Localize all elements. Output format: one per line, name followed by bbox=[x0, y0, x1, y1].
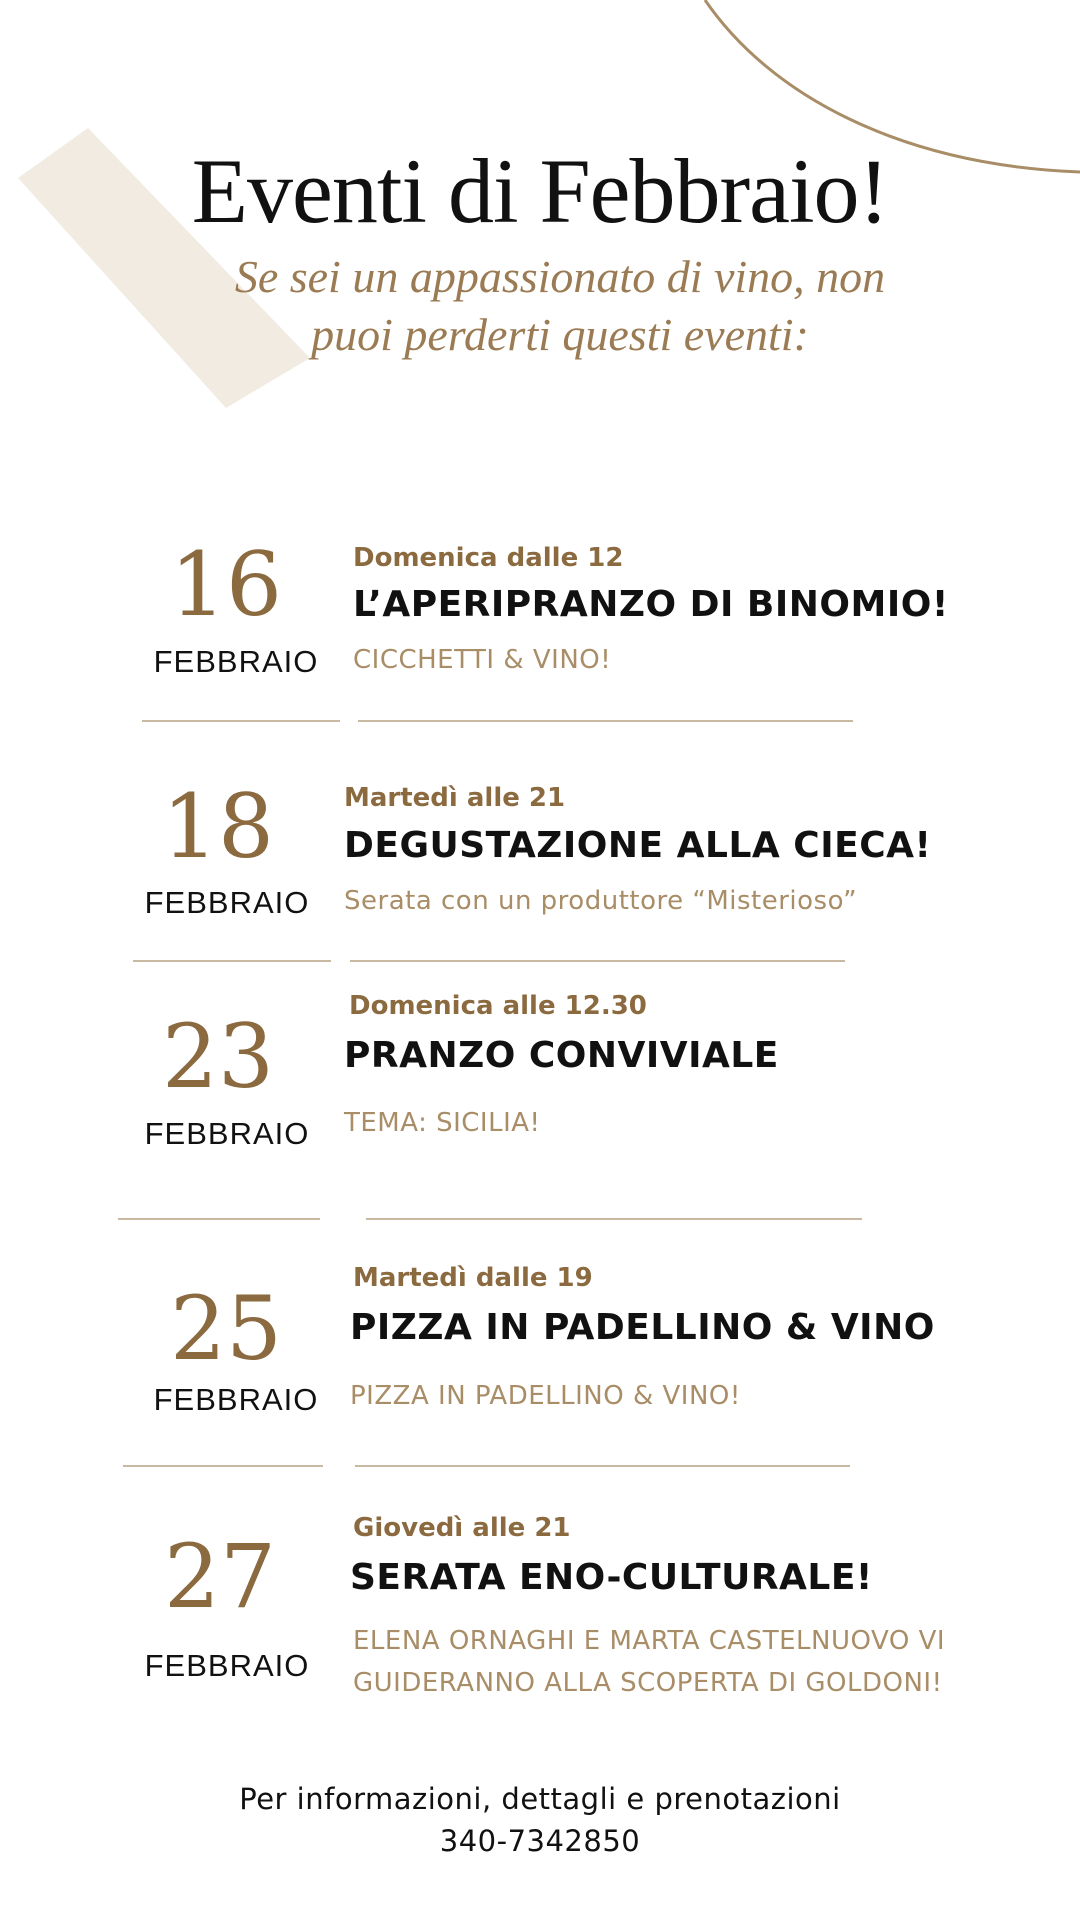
event-description-line: TEMA: SICILIA! bbox=[344, 1108, 541, 1138]
divider-left bbox=[123, 1465, 323, 1467]
event-day: 16 bbox=[170, 533, 282, 636]
event-time: Domenica alle 12.30 bbox=[349, 991, 647, 1021]
event-month: FEBBRAIO bbox=[153, 1382, 319, 1417]
event-day: 25 bbox=[170, 1277, 282, 1380]
event-month: FEBBRAIO bbox=[144, 1648, 310, 1683]
page-title: Eventi di Febbraio! bbox=[191, 140, 889, 242]
page-subtitle bbox=[200, 248, 920, 364]
event-item bbox=[0, 520, 1080, 740]
event-item bbox=[0, 760, 1080, 980]
event-description bbox=[353, 1620, 945, 1704]
event-description bbox=[350, 1375, 741, 1417]
event-description-line: ELENA ORNAGHI E MARTA CASTELNUOVO VI bbox=[353, 1626, 946, 1656]
event-day: 18 bbox=[162, 775, 274, 878]
event-item bbox=[0, 1262, 1080, 1482]
divider-left bbox=[118, 1218, 320, 1220]
event-title: PIZZA IN PADELLINO & VINO bbox=[350, 1307, 935, 1348]
event-title: SERATA ENO-CULTURALE! bbox=[350, 1557, 873, 1598]
event-title: DEGUSTAZIONE ALLA CIECA! bbox=[344, 825, 932, 866]
event-description-line: CICCHETTI & VINO! bbox=[353, 645, 612, 675]
divider-left bbox=[133, 960, 331, 962]
event-time: Giovedì alle 21 bbox=[353, 1513, 571, 1543]
divider-right bbox=[358, 720, 853, 722]
divider-left bbox=[142, 720, 340, 722]
event-month: FEBBRAIO bbox=[153, 644, 319, 679]
event-time: Martedì dalle 19 bbox=[353, 1263, 593, 1293]
subtitle-line-1: Se sei un appassionato di vino, non bbox=[234, 251, 886, 302]
event-month: FEBBRAIO bbox=[144, 885, 310, 920]
event-month: FEBBRAIO bbox=[144, 1116, 310, 1151]
subtitle-line-2: puoi perderti questi eventi: bbox=[311, 309, 809, 360]
event-description bbox=[353, 639, 611, 681]
event-day: 23 bbox=[162, 1005, 274, 1108]
event-item bbox=[0, 1512, 1080, 1732]
divider-right bbox=[350, 960, 845, 962]
phone-number: 340-7342850 bbox=[439, 1824, 641, 1858]
event-title: L’APERIPRANZO DI BINOMIO! bbox=[353, 584, 949, 625]
event-description bbox=[344, 880, 857, 922]
event-description bbox=[344, 1102, 540, 1144]
event-day: 27 bbox=[164, 1525, 276, 1628]
event-description-line: GUIDERANNO ALLA SCOPERTA DI GOLDONI! bbox=[353, 1668, 943, 1698]
footer-info-text: Per informazioni, dettagli e prenotazioni bbox=[239, 1782, 841, 1816]
divider-right bbox=[366, 1218, 862, 1220]
event-description-line: PIZZA IN PADELLINO & VINO! bbox=[350, 1381, 741, 1411]
event-title: PRANZO CONVIVIALE bbox=[344, 1035, 779, 1076]
contact-footer bbox=[0, 1778, 1080, 1862]
divider-right bbox=[355, 1465, 850, 1467]
event-description-line: Serata con un produttore “Misterioso” bbox=[344, 886, 858, 916]
event-item bbox=[0, 990, 1080, 1210]
event-time: Domenica dalle 12 bbox=[353, 543, 624, 573]
event-time: Martedì alle 21 bbox=[344, 783, 566, 813]
